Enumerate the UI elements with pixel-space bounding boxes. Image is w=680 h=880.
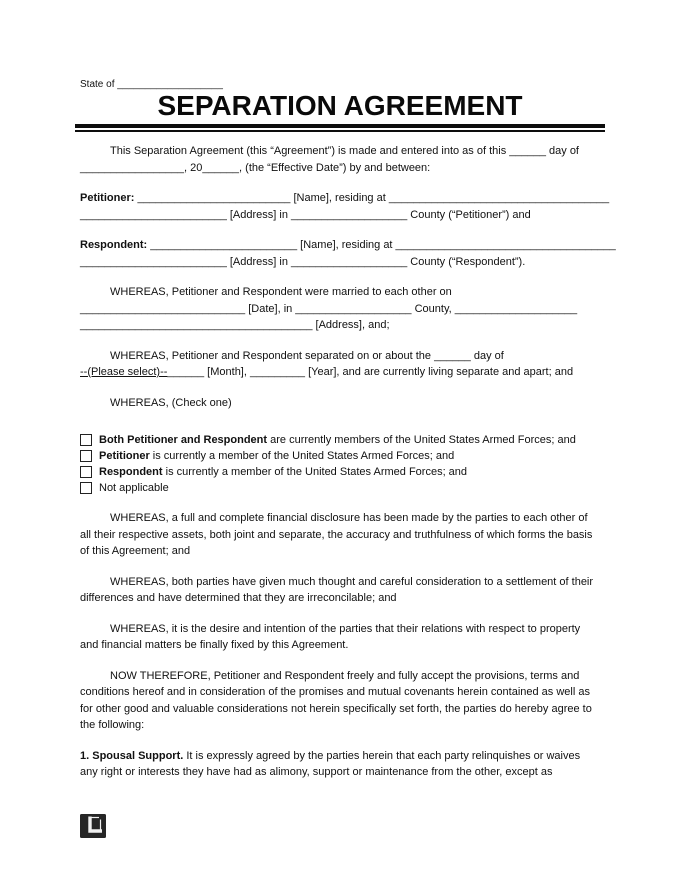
text-line: ______________________________________ [Address], and;: [80, 319, 390, 331]
intro-paragraph: [80, 143, 600, 176]
petitioner-name-fields: _________________________ [Name], residing at ____________________________________: [134, 192, 610, 204]
option-rest-text: is currently a member of the United States Armed Forces; and: [149, 450, 455, 462]
text-segment: It is expressly agreed by the parties herein that each party relinquishes or waives: [183, 749, 581, 762]
respondent-label: Respondent:: [80, 239, 148, 251]
state-of-label: State of: [80, 79, 118, 90]
month-blank-field: ______: [167, 366, 205, 378]
whereas-married-clause: [80, 284, 600, 334]
page-title: SEPARATION AGREEMENT: [157, 90, 523, 121]
text-line: conditions hereof and in consideration of the promises and mutual covenants herein contained as well as: [80, 686, 590, 698]
text-line: This Separation Agreement (this “Agreement”) is made and entered into as of this ______ day of: [110, 145, 579, 157]
text-line: the following:: [80, 719, 145, 731]
text-line: [80, 190, 610, 207]
option-rest-text: is currently a member of the United States Armed Forces; and: [162, 466, 468, 478]
option-text: [99, 482, 169, 494]
respondent-name-fields: ________________________ [Name], residing at ____________________________________: [147, 239, 616, 251]
option-text: [99, 450, 454, 462]
text-line: [80, 237, 616, 254]
month-select-placeholder[interactable]: --(Please select)--: [80, 366, 168, 378]
text-line: NOW THEREFORE, Petitioner and Respondent freely and fully accept the provisions, terms and: [110, 669, 580, 682]
option-text: [99, 434, 576, 446]
option-text: [99, 466, 467, 478]
option-row-respondent: [80, 464, 600, 480]
text-line: ___________________________ [Date], in ___________________ County, ____________________: [80, 302, 578, 315]
spousal-support-section: [80, 748, 600, 781]
option-row-not-applicable: [80, 480, 600, 496]
text-line: of this Agreement; and: [80, 545, 191, 557]
now-therefore-clause: [80, 668, 600, 734]
option-bold-text: Respondent: [99, 466, 163, 478]
section-1-heading: 1. Spousal Support.: [80, 749, 184, 762]
text-line: any right or interests they have had as alimony, support or maintenance from the other, except as: [80, 766, 553, 778]
option-rest-text: are currently members of the United States Armed Forces; and: [267, 434, 576, 446]
whereas-irreconcilable-clause: [80, 574, 600, 607]
option-row-both: [80, 432, 600, 448]
whereas-desire-clause: [80, 621, 600, 654]
option-bold-text: Petitioner: [99, 450, 150, 462]
title-divider: [75, 124, 605, 132]
option-row-petitioner: [80, 448, 600, 464]
legal-templates-logo: [80, 814, 600, 838]
armed-forces-options: [80, 432, 600, 496]
text-line: all their respective assets, both joint and separate, the accuracy and truthfulness of which forms the basis: [80, 528, 593, 541]
state-of-blank-field: ___________________: [117, 79, 223, 90]
text-line: WHEREAS, both parties have given much thought and careful consideration to a settlement of their: [110, 575, 594, 588]
whereas-disclosure-clause: [80, 510, 600, 560]
legal-templates-logo-icon: [80, 814, 106, 838]
checkbox-not-applicable[interactable]: [80, 482, 92, 494]
text-line: and financial matters be finally fixed by this Agreement.: [80, 639, 349, 651]
respondent-clause: [80, 237, 616, 270]
option-rest-text: Not applicable: [99, 482, 169, 494]
text-line: WHEREAS, a full and complete financial disclosure has been made by the parties to each other of: [110, 512, 588, 524]
text-segment: [Month], _________ [Year], and are currently living separate and apart; and: [204, 366, 574, 378]
petitioner-clause: [80, 190, 610, 223]
whereas-separated-clause: [80, 348, 600, 381]
text-line: for other good and valuable considerations not herein specifically set forth, the parties do hereby agree to: [80, 702, 592, 715]
text-line: WHEREAS, (Check one): [110, 396, 232, 409]
text-line: _________________, 20______, (the “Effective Date”) by and between:: [80, 161, 431, 174]
checkbox-petitioner[interactable]: [80, 450, 92, 462]
state-of-line: [80, 0, 600, 91]
text-line: WHEREAS, it is the desire and intention of the parties that their relations with respect to property: [110, 622, 581, 635]
text-line: ________________________ [Address] in ___________________ County (“Petitioner”) and: [80, 208, 531, 221]
text-line: [80, 748, 600, 765]
option-bold-text: Both Petitioner and Respondent: [99, 434, 268, 446]
whereas-check-one-heading: [80, 395, 600, 412]
text-line: WHEREAS, Petitioner and Respondent separated on or about the ______ day of: [110, 349, 504, 362]
checkbox-respondent[interactable]: [80, 466, 92, 478]
petitioner-label: Petitioner:: [80, 192, 135, 204]
checkbox-both[interactable]: [80, 434, 92, 446]
text-line: [80, 364, 600, 381]
text-line: WHEREAS, Petitioner and Respondent were married to each other on: [110, 286, 452, 298]
text-line: differences and have determined that they are irreconcilable; and: [80, 592, 397, 604]
text-line: ________________________ [Address] in ___________________ County (“Respondent”).: [80, 255, 526, 268]
